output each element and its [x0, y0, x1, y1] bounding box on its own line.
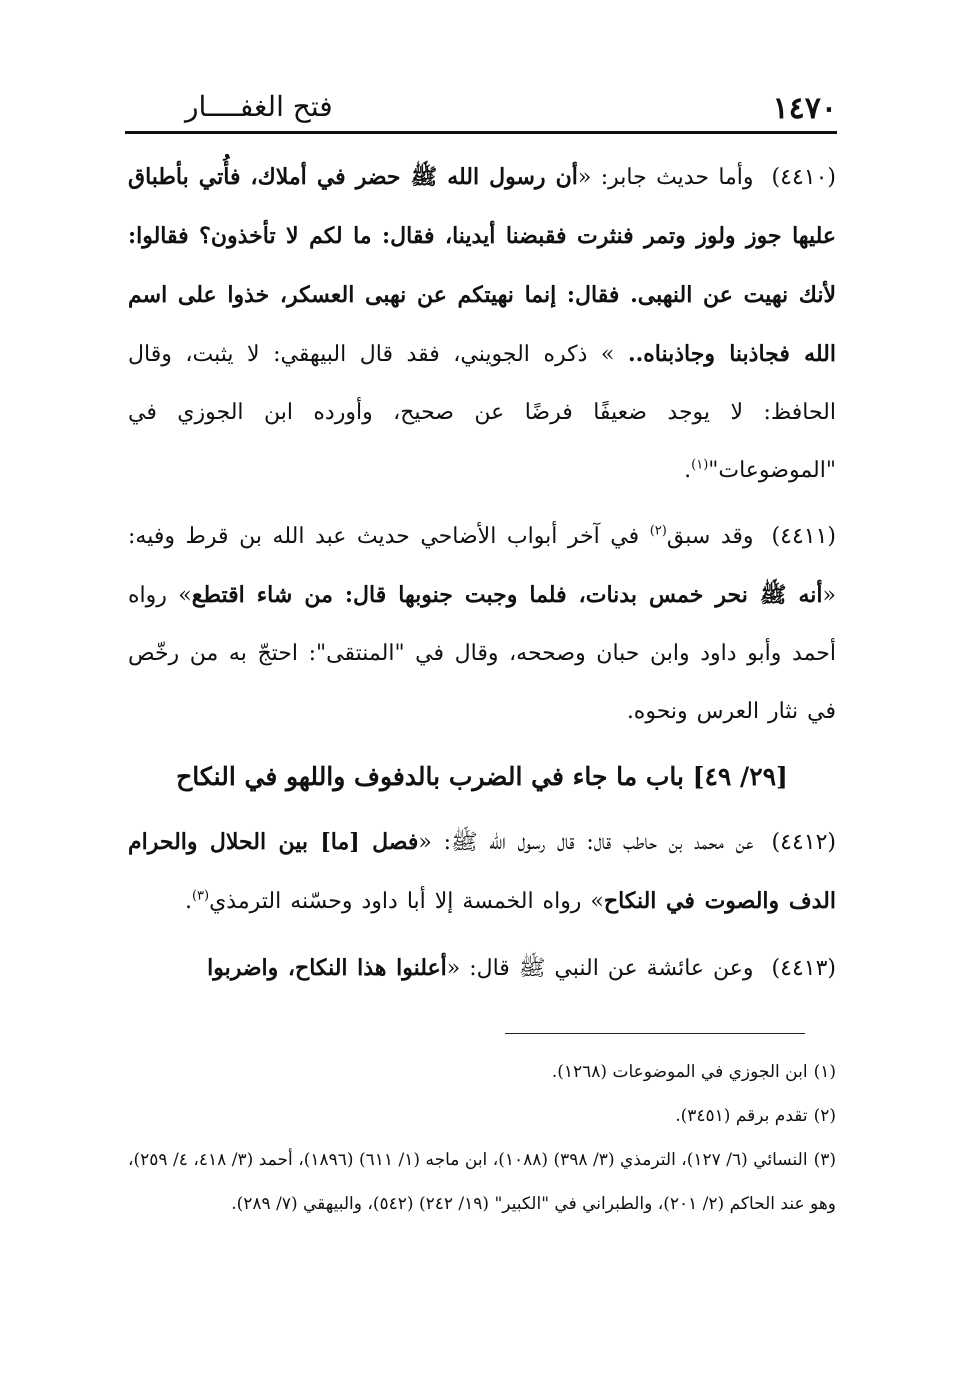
footnote-ref: (٢) — [649, 523, 667, 539]
hadith-number: (٤٤١٠) — [771, 165, 836, 190]
footnote-label: (١) — [813, 1062, 836, 1082]
footnote-2 — [128, 1094, 836, 1138]
text-segment: وأما حديث جابر: « — [577, 165, 754, 190]
footnote-1 — [128, 1050, 836, 1094]
hadith-text: أعلنوا هذا النكاح، واضربوا — [207, 955, 447, 981]
footnote-text: تقدم برقم (٣٤٥١). — [675, 1106, 808, 1126]
text-segment: » رواه أحمد وأبو داود وابن حبان وصححه، وقال في "المنتقى": احتجّ به من رخّص في نثار العرس ونحوه. — [128, 583, 836, 724]
page-number: ١٤٧٠ — [772, 91, 837, 126]
text-segment: » ذكره الجويني، فقد قال البيهقي: لا يثبت، وقال الحافظ: لا يوجد ضعيفًا فرضًا عن صحيح، وأورده ابن الجوزي في "الموضوعات" — [128, 342, 836, 483]
header-rule — [125, 131, 837, 134]
hadith-text: أنه ﷺ نحر خمس بدنات، فلما وجبت جنوبها قال: من شاء اقتطع — [191, 582, 823, 608]
chapter-heading: [٢٩/ ٤٩] باب ما جاء في الضرب بالدفوف واللهو في النكاح — [176, 762, 788, 791]
text-segment: » رواه الخمسة إلا أبا داود وحسّنه الترمذي — [209, 889, 604, 914]
paragraph-4412 — [128, 813, 836, 931]
page-header — [125, 90, 837, 130]
text-segment: وعن عائشة عن النبي ﷺ قال: « — [446, 956, 754, 981]
paragraph-4411 — [128, 508, 836, 741]
hadith-text: فصل [ما] بين الحلال والحرام الدف والصوت في النكاح — [128, 829, 836, 914]
text-segment: عن محمد بن حاطب قال: قال رسول الله ﷺ: « — [418, 830, 754, 855]
paragraph-4410 — [128, 148, 836, 500]
text-segment: في آخر أبواب الأضاحي حديث عبد الله بن قرط وفيه: « — [128, 524, 836, 608]
footnote-text: النسائي (٦/ ١٢٧)، الترمذي (٣/ ٣٩٨) (١٠٨٨)، ابن ماجه (١/ ٦١١) (١٨٩٦)، أحمد (٣/ ٤١٨، ٤/ ٢٥٩)، وهو عند الحاكم (٢/ ٢٠١)، والطبراني في "الكبير" (١٩/ ٢٤٢) (٥٤٢)، والبيهقي (٧/ ٢٨٩). — [128, 1150, 836, 1214]
footnote-3 — [128, 1138, 836, 1226]
text-segment: وقد سبق — [666, 524, 754, 549]
footnote-label: (٣) — [813, 1150, 836, 1170]
text-segment: . — [684, 458, 692, 483]
hadith-number: (٤٤١١) — [771, 524, 836, 549]
footnotes — [128, 1050, 836, 1226]
footnote-separator — [505, 1033, 805, 1034]
footnote-ref: (٣) — [191, 888, 210, 904]
hadith-number: (٤٤١٢) — [771, 830, 836, 855]
footnote-ref: (١) — [691, 457, 709, 473]
hadith-number: (٤٤١٣) — [771, 956, 836, 981]
book-title: فتح الغفــــار — [185, 90, 333, 123]
footnote-label: (٢) — [813, 1106, 836, 1126]
hadith-text: أن رسول الله ﷺ حضر في أملاك، فأُتي بأطباق عليها جوز ولوز وتمر فنثرت فقبضنا أيدينا، فقال: ما لكم لا تأخذون؟ فقالوا: لأنك نهيت عن النهبى. فقال: إنما نهيتكم عن نهبى العسكر، خذوا على اسم الله فجاذبنا وجاذبناه.. — [128, 164, 837, 367]
main-text — [128, 148, 836, 1006]
footnote-text: ابن الجوزي في الموضوعات (١٢٦٨). — [551, 1062, 808, 1082]
text-segment: . — [184, 889, 192, 914]
paragraph-4413 — [128, 939, 836, 998]
